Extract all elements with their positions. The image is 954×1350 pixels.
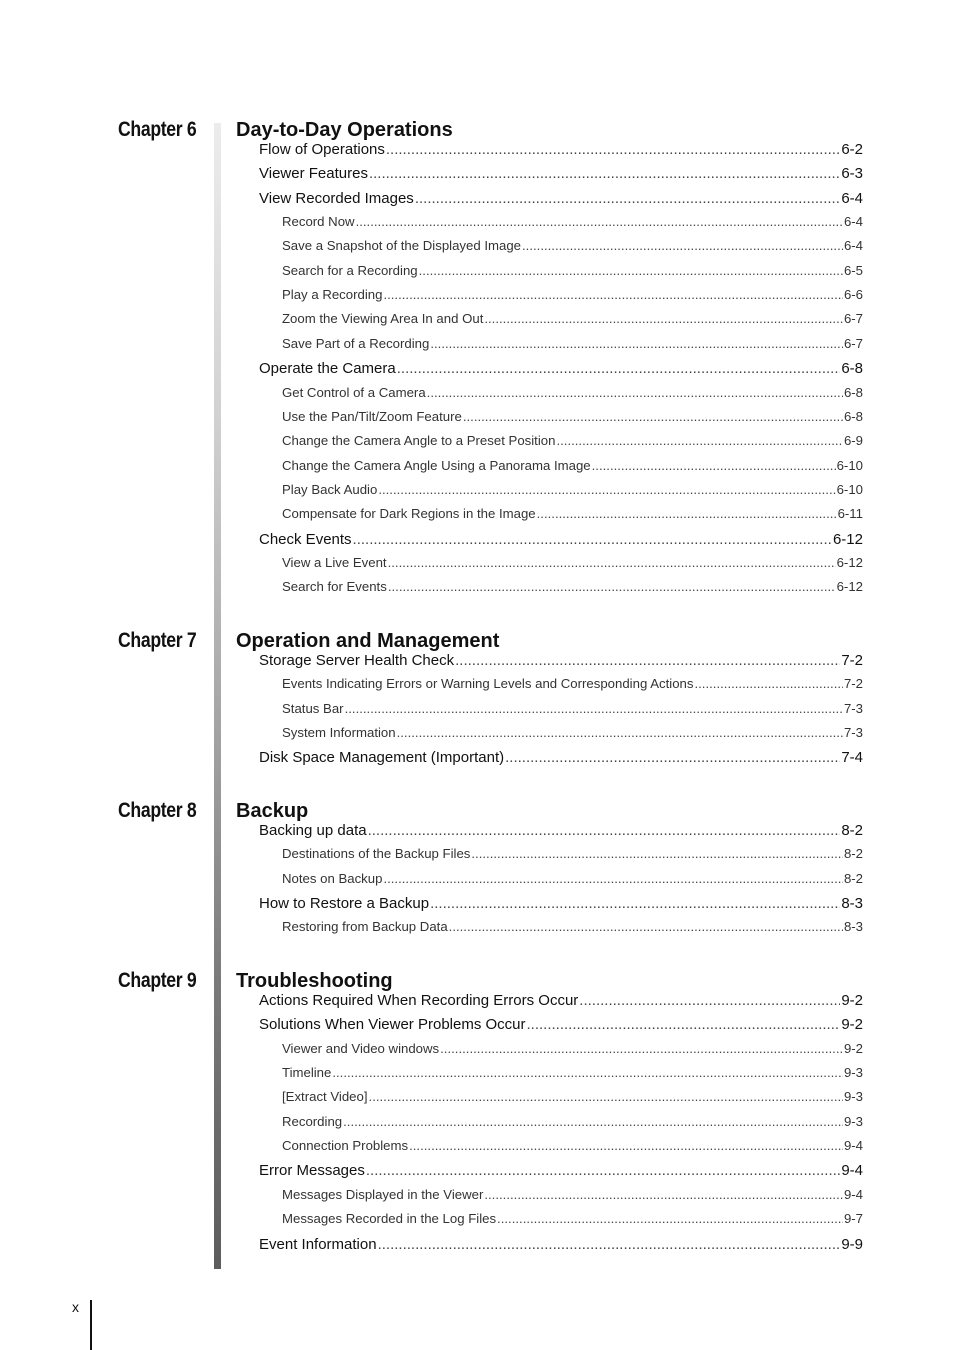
entry-title: Save a Snapshot of the Displayed Image: [282, 238, 521, 254]
entry-title: Record Now: [282, 214, 355, 230]
entry-page-number: 9-3: [843, 1113, 863, 1129]
entry-page-number: 6-12: [836, 554, 863, 570]
entry-page-number: 6-3: [841, 165, 863, 183]
entry-title: Play Back Audio: [282, 481, 378, 497]
dot-leader: [386, 141, 840, 158]
entry-page-number: 9-3: [843, 1065, 863, 1081]
dot-leader: [484, 1187, 843, 1202]
dot-leader: [455, 652, 840, 669]
entry-title: Use the Pan/Tilt/Zoom Feature: [282, 408, 462, 424]
dot-leader: [592, 458, 836, 473]
toc-subsection-entry[interactable]: [282, 433, 863, 457]
entry-page-number: 6-8: [841, 360, 863, 378]
chapter-label: Chapter 8: [118, 799, 197, 822]
entry-title: Events Indicating Errors or Warning Levels and Corresponding Actions: [282, 676, 694, 692]
dot-leader: [579, 992, 840, 1009]
toc-subsection-entry[interactable]: [282, 311, 863, 335]
chapter-title[interactable]: Backup: [236, 800, 309, 822]
entry-title: Change the Camera Angle to a Preset Position: [282, 433, 556, 449]
toc-section-entry[interactable]: [259, 1016, 863, 1041]
dot-leader: [440, 1041, 843, 1056]
toc-subsection-entry[interactable]: [282, 1089, 863, 1113]
toc-subsection-entry[interactable]: [282, 287, 863, 311]
toc-subsection-entry[interactable]: [282, 579, 863, 603]
entry-page-number: 9-7: [843, 1211, 863, 1227]
toc-subsection-entry[interactable]: [282, 676, 863, 700]
toc-section-entry[interactable]: [259, 360, 863, 385]
page-number: x: [72, 1299, 79, 1315]
entry-title: Operate the Camera: [259, 360, 396, 378]
entry-title: Event Information: [259, 1235, 377, 1253]
toc-section-entry[interactable]: [259, 895, 863, 920]
dot-leader: [369, 1089, 843, 1104]
entry-page-number: 9-3: [843, 1089, 863, 1105]
entry-title: Timeline: [282, 1065, 332, 1081]
entry-title: System Information: [282, 725, 396, 741]
entry-page-number: 9-2: [841, 992, 863, 1009]
entry-title: Status Bar: [282, 700, 344, 716]
toc-subsection-entry[interactable]: [282, 385, 863, 409]
dot-leader: [449, 919, 843, 934]
toc-section-entry[interactable]: [259, 1162, 863, 1187]
entry-title: How to Restore a Backup: [259, 895, 430, 913]
entry-page-number: 8-2: [843, 870, 863, 886]
dot-leader: [484, 311, 843, 326]
dot-leader: [463, 409, 843, 424]
chapter-label: Chapter 7: [118, 629, 197, 652]
entry-page-number: 6-12: [836, 579, 863, 595]
dot-leader: [409, 1138, 843, 1153]
toc-subsection-entry[interactable]: [282, 1138, 863, 1162]
entry-page-number: 6-9: [843, 433, 863, 449]
chapter-gradient-bar: [214, 123, 221, 1269]
entry-title: Search for a Recording: [282, 262, 418, 278]
toc-section-entry[interactable]: [259, 141, 863, 166]
dot-leader: [430, 895, 840, 912]
entry-page-number: 8-3: [843, 919, 863, 935]
entry-page-number: 9-4: [841, 1162, 863, 1180]
entry-page-number: 6-10: [836, 457, 863, 473]
dot-leader: [427, 385, 843, 400]
toc-subsection-entry[interactable]: [282, 506, 863, 530]
entry-title: Viewer and Video windows: [282, 1040, 440, 1056]
entry-title: Flow of Operations: [259, 141, 385, 158]
toc-subsection-entry[interactable]: [282, 1065, 863, 1089]
entry-page-number: 6-8: [843, 408, 863, 424]
entry-title: Change the Camera Angle Using a Panorama Image: [282, 457, 591, 473]
dot-leader: [430, 336, 843, 351]
dot-leader: [345, 701, 843, 716]
entry-page-number: 6-5: [843, 262, 863, 278]
toc-subsection-entry[interactable]: [282, 1187, 863, 1211]
entry-page-number: 9-4: [843, 1186, 863, 1202]
chapter-title[interactable]: Troubleshooting: [236, 970, 393, 992]
entry-title: Get Control of a Camera: [282, 384, 426, 400]
entry-title: Solutions When Viewer Problems Occur: [259, 1016, 526, 1034]
dot-leader: [527, 1016, 841, 1033]
dot-leader: [388, 555, 836, 570]
entry-page-number: 6-10: [836, 481, 863, 497]
entry-title: Recording: [282, 1113, 343, 1129]
entry-title: Compensate for Dark Regions in the Image: [282, 506, 536, 522]
entry-title: Save Part of a Recording: [282, 335, 430, 351]
dot-leader: [505, 749, 840, 766]
toc-subsection-entry[interactable]: [282, 1114, 863, 1138]
dot-leader: [378, 1236, 841, 1253]
entry-title: Messages Displayed in the Viewer: [282, 1186, 484, 1202]
toc-section-entry[interactable]: [259, 1236, 863, 1261]
chapter-label: Chapter 9: [118, 969, 197, 992]
toc-subsection-entry[interactable]: [282, 701, 863, 725]
entry-page-number: 6-4: [843, 238, 863, 254]
dot-leader: [332, 1065, 843, 1080]
entry-page-number: 8-3: [841, 895, 863, 913]
toc-subsection-entry[interactable]: [282, 1211, 863, 1235]
dot-leader: [522, 238, 843, 253]
entry-page-number: 6-4: [841, 189, 863, 207]
entry-page-number: 6-8: [843, 384, 863, 400]
entry-title: Disk Space Management (Important): [259, 749, 505, 767]
toc-subsection-entry[interactable]: [282, 336, 863, 360]
entry-page-number: 8-2: [841, 822, 863, 839]
entry-page-number: 9-9: [841, 1235, 863, 1253]
entry-page-number: 6-7: [843, 311, 863, 327]
dot-leader: [415, 190, 841, 207]
dot-leader: [497, 1211, 843, 1226]
dot-leader: [383, 871, 843, 886]
entry-title: Zoom the Viewing Area In and Out: [282, 311, 484, 327]
entry-title: Destinations of the Backup Files: [282, 846, 471, 862]
toc-section-entry[interactable]: [259, 652, 863, 677]
entry-title: Restoring from Backup Data: [282, 919, 448, 935]
chapter-title[interactable]: Day-to-Day Operations: [236, 119, 453, 141]
entry-title: Connection Problems: [282, 1138, 409, 1154]
entry-title: Notes on Backup: [282, 870, 383, 886]
entry-title: Viewer Features: [259, 165, 368, 183]
entry-page-number: 7-3: [843, 725, 863, 741]
toc-subsection-entry[interactable]: [282, 458, 863, 482]
dot-leader: [368, 822, 841, 839]
entry-title: [Extract Video]: [282, 1089, 368, 1105]
entry-title: Error Messages: [259, 1162, 365, 1180]
dot-leader: [369, 165, 840, 182]
toc-section-entry[interactable]: [259, 822, 863, 847]
toc-subsection-entry[interactable]: [282, 409, 863, 433]
dot-leader: [694, 676, 842, 691]
entry-page-number: 7-3: [843, 700, 863, 716]
entry-page-number: 6-7: [843, 335, 863, 351]
entry-page-number: 9-2: [841, 1016, 863, 1034]
dot-leader: [383, 287, 843, 302]
dot-leader: [353, 531, 832, 548]
chapter-title[interactable]: Operation and Management: [236, 630, 500, 652]
toc-subsection-entry[interactable]: [282, 1041, 863, 1065]
dot-leader: [537, 506, 837, 521]
chapter-label: Chapter 6: [118, 118, 197, 141]
entry-title: View Recorded Images: [259, 189, 414, 207]
toc-section-entry[interactable]: [259, 190, 863, 215]
toc-subsection-entry[interactable]: [282, 871, 863, 895]
toc-subsection-entry[interactable]: [282, 919, 863, 943]
dot-leader: [366, 1162, 840, 1179]
dot-leader: [378, 482, 835, 497]
entry-page-number: 6-2: [841, 141, 863, 158]
toc-subsection-entry[interactable]: [282, 725, 863, 749]
entry-page-number: 9-4: [843, 1138, 863, 1154]
dot-leader: [471, 846, 843, 861]
entry-title: Storage Server Health Check: [259, 652, 455, 669]
toc-section-entry[interactable]: [259, 749, 863, 774]
entry-page-number: 7-2: [841, 652, 863, 669]
entry-title: Search for Events: [282, 579, 387, 595]
dot-leader: [356, 214, 843, 229]
dot-leader: [419, 263, 843, 278]
entry-page-number: 6-6: [843, 287, 863, 303]
entry-title: View a Live Event: [282, 554, 387, 570]
toc-subsection-entry[interactable]: [282, 555, 863, 579]
toc-subsection-entry[interactable]: [282, 482, 863, 506]
entry-title: Backing up data: [259, 822, 367, 839]
entry-title: Check Events: [259, 530, 352, 548]
toc-subsection-entry[interactable]: [282, 214, 863, 238]
entry-page-number: 6-4: [843, 214, 863, 230]
entry-page-number: 9-2: [843, 1040, 863, 1056]
entry-page-number: 7-2: [843, 676, 863, 692]
toc-section-entry[interactable]: [259, 531, 863, 556]
entry-page-number: 6-12: [832, 530, 863, 548]
entry-title: Actions Required When Recording Errors Occur: [259, 992, 579, 1009]
entry-title: Play a Recording: [282, 287, 383, 303]
entry-page-number: 6-11: [837, 506, 863, 522]
dot-leader: [397, 360, 841, 377]
entry-page-number: 8-2: [843, 846, 863, 862]
dot-leader: [343, 1114, 843, 1129]
toc-section-entry[interactable]: [259, 165, 863, 190]
dot-leader: [556, 433, 842, 448]
toc-section-entry[interactable]: [259, 992, 863, 1017]
toc-subsection-entry[interactable]: [282, 846, 863, 870]
footer-rule: [90, 1300, 92, 1350]
entry-title: Messages Recorded in the Log Files: [282, 1211, 497, 1227]
toc-subsection-entry[interactable]: [282, 263, 863, 287]
dot-leader: [397, 725, 843, 740]
dot-leader: [388, 579, 836, 594]
toc-subsection-entry[interactable]: [282, 238, 863, 262]
entry-page-number: 7-4: [841, 749, 863, 767]
